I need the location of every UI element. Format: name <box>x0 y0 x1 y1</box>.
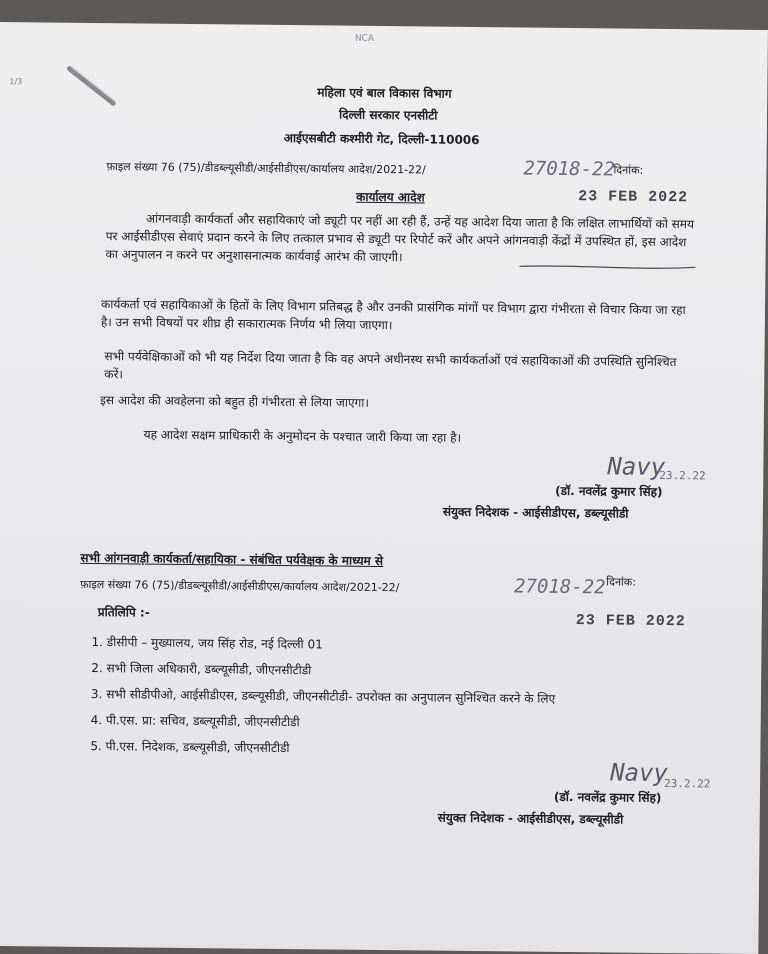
file-number-2: फ़ाइल संख्या 76 (75)/डीडब्ल्यूसीडी/आईसीडीएस/कार्यालय आदेश/2021-22/ <box>80 577 400 595</box>
order-paragraph-3: सभी पर्यवेक्षिकाओं को भी यह निर्देश दिया जाता है कि वह अपने अधीनस्थ सभी कार्यकर्ताओं एवं सहायिकाओं की उपस्थिति सुनिश्चित करें। <box>104 349 677 382</box>
signatory-name: (डॉ. नवलेंद्र कुमार सिंह) <box>555 483 663 499</box>
order-paragraph-4: इस आदेश की अवहेलना को बहुत ही गंभीरता से लिया जाएगा। <box>99 393 370 410</box>
recipients-line: सभी आंगनवाड़ी कार्यकर्ता/सहायिका - संबंधित पर्यवेक्षक के माध्यम से <box>80 550 384 569</box>
office-address: आईएसबीटी कश्मीरी गेट, दिल्ली-110006 <box>283 130 480 148</box>
copy-item: 1. डीसीपी – मुख्यालय, जय सिंह रोड, नई दिल्ली 01 <box>91 634 323 652</box>
copy-item: 4. पी.एस. प्रा: सचिव, डब्ल्यूसीडी, जीएनसीटीडी <box>90 712 300 730</box>
signature-date: 23.2.22 <box>659 468 706 483</box>
signatory-designation: संयुक्त निदेशक - आईसीडीएस, डब्ल्यूसीडी <box>442 504 629 521</box>
copy-item: 2. सभी जिला अधिकारी, डब्ल्यूसीडी, जीएनसीटीडी <box>91 660 312 678</box>
date-label-2: दिनांक: <box>606 575 637 589</box>
department-name: महिला एवं बाल विकास विभाग <box>317 85 452 101</box>
order-paragraph-2: कार्यकर्ता एवं सहायिकाओं के हितों के लिए विभाग प्रतिबद्ध है और उनकी प्रासंगिक मांगों पर विभाग द्वारा गंभीरता से विचार किया जा रहा है। उन सभी विषयों पर शीघ्र ही सकारात्मक निर्णय भी लिया जाएगा। <box>100 297 686 333</box>
order-paragraph-5: यह आदेश सक्षम प्राधिकारी के अनुमोदन के पश्चात जारी किया जा रहा है। <box>143 427 462 445</box>
order-title: कार्यालय आदेश <box>356 189 425 205</box>
copy-label: प्रतिलिपि :- <box>97 605 150 620</box>
signature-2: Navy <box>610 758 669 788</box>
handwritten-dispatch-number: 27018-22 <box>523 157 616 181</box>
signature: Navy <box>607 452 666 481</box>
file-number: फ़ाइल संख्या 76 (75)/डीडब्ल्यूसीडी/आईसीडीएस/कार्यालय आदेश/2021-22/ <box>106 160 426 177</box>
underline-mark <box>517 263 697 271</box>
paper-clip-icon <box>63 61 124 112</box>
top-mark: NCA <box>354 33 375 44</box>
signatory-name-2: (डॉ. नवलेंद्र कुमार सिंह) <box>553 789 662 805</box>
copy-item: 5. पी.एस. निदेशक, डब्ल्यूसीडी, जीएनसीटीडी <box>90 738 290 756</box>
date-stamp-2: 23 FEB 2022 <box>575 612 686 631</box>
government-name: दिल्ली सरकार एनसीटी <box>338 107 438 123</box>
signature-date-2: 23.2.22 <box>663 776 711 791</box>
copy-item: 3. सभी सीडीपीओ, आईसीडीएस, डब्ल्यूसीडी, जीएनसीटीडी- उपरोक्त का अनुपालन सुनिश्चित करने के लिए <box>90 686 556 706</box>
date-label: दिनांक: <box>613 163 644 177</box>
margin-mark: 1/3 <box>9 77 23 87</box>
document-page <box>0 22 768 954</box>
handwritten-dispatch-number-2: 27018-22 <box>514 575 606 599</box>
signatory-designation-2: संयुक्त निदेशक - आईसीडीएस, डब्ल्यूसीडी <box>437 810 624 827</box>
date-stamp: 23 FEB 2022 <box>578 188 689 207</box>
order-paragraph-1: आंगनवाड़ी कार्यकर्ता और सहायिकाएं जो ड्यूटी पर नहीं आ रही हैं, उन्हें यह आदेश दिया जाता है कि लक्षित लाभार्थियों को समय पर आईसीडीएस सेवाएं प्रदान करने के लिए तत्काल प्रभाव से ड्यूटी पर रिपोर्ट करें और अपने आंगनवाड़ी केंद्रों में उपस्थित हों, इस आदेश का अनुपालन न करने पर अनुशासनात्मक कार्यवाई आरंभ की जाएगी। <box>105 211 695 265</box>
